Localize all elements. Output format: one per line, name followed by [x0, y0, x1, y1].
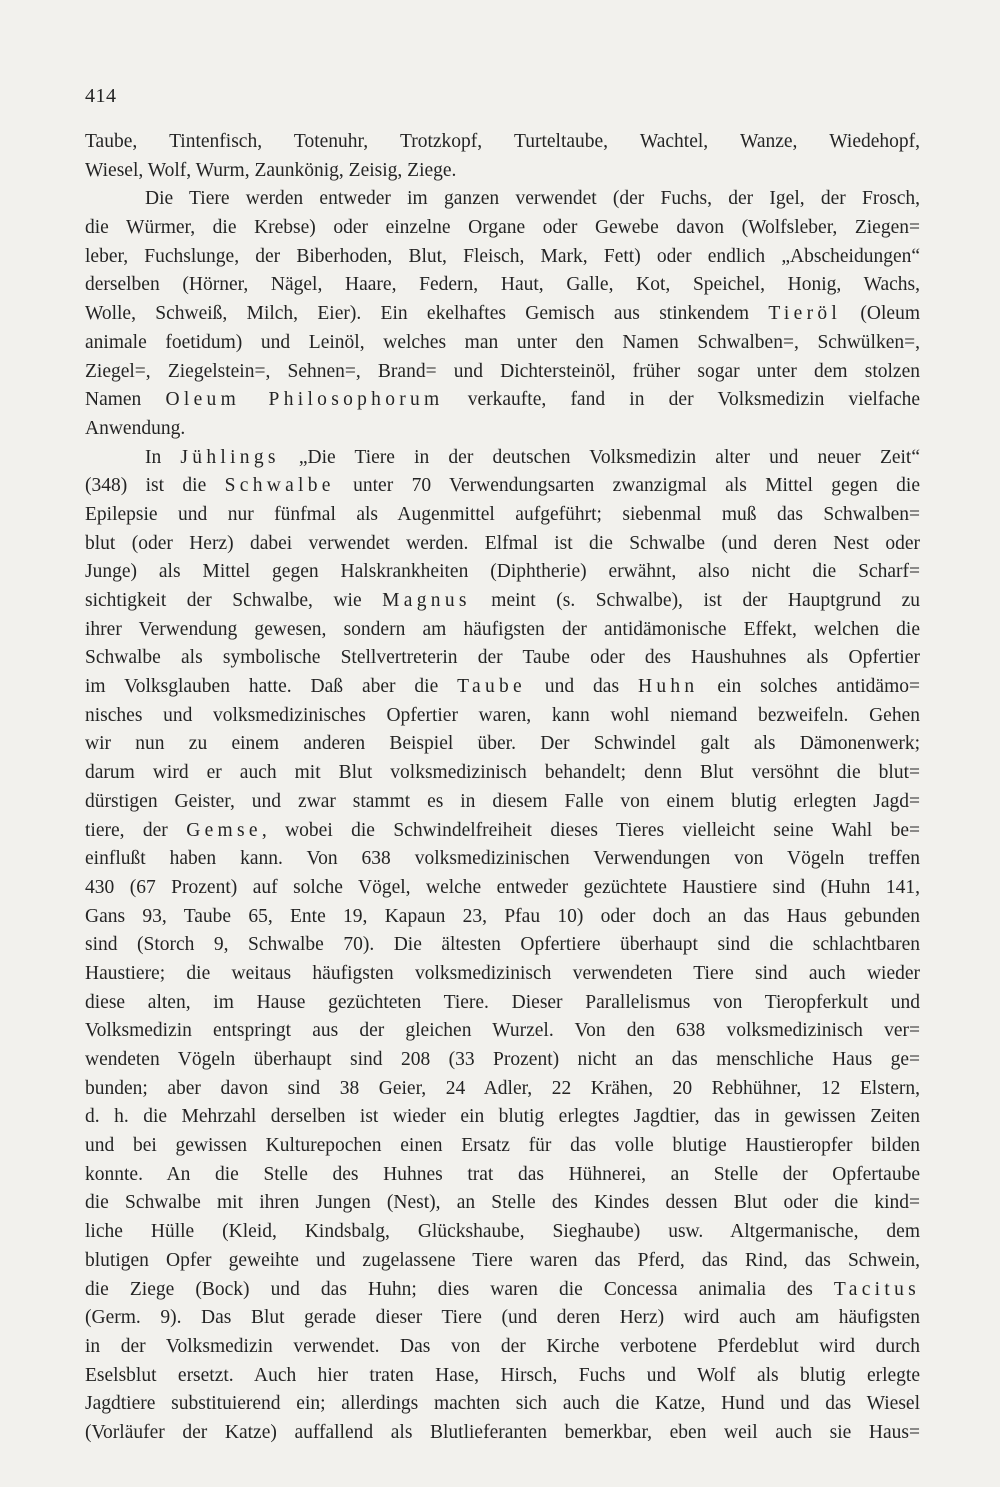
- text-line: Eselsblut ersetzt. Auch hier traten Hase, Hirsch, Fuchs und Wolf als blutig erlegte: [85, 1364, 920, 1386]
- emphasized-word: Tacitus: [833, 1278, 920, 1300]
- text-line: tiere, der Gemse, wobei die Schwindelfreiheit dieses Tieres vielleicht seine Wahl be=: [85, 819, 920, 841]
- text-line: d. h. die Mehrzahl derselben ist wieder ein blutig erlegtes Jagdtier, das in gewissen Zeiten: [85, 1106, 920, 1128]
- text-line: leber, Fuchslunge, der Biberhoden, Blut, Fleisch, Mark, Fett) oder endlich „Abscheidungen“: [85, 245, 920, 267]
- text-line: (Germ. 9). Das Blut gerade dieser Tiere (und deren Herz) wird auch am häufigsten: [85, 1307, 920, 1329]
- text-line: wir nun zu einem anderen Beispiel über. Der Schwindel galt als Dämonenwerk;: [85, 733, 920, 755]
- emphasized-word: Oleum Philosophorum: [165, 389, 444, 411]
- page-number: 414: [85, 85, 117, 107]
- text-line: die Ziege (Bock) und das Huhn; dies waren die Concessa animalia des Tacitus: [85, 1278, 920, 1300]
- text-line: sind (Storch 9, Schwalbe 70). Die ältesten Opfertiere überhaupt sind die schlachtbaren: [85, 934, 920, 956]
- text-line: blutigen Opfer geweihte und zugelassene Tiere waren das Pferd, das Rind, das Schwein,: [85, 1249, 920, 1271]
- text-line: Junge) als Mittel gegen Halskrankheiten (Diphtherie) erwähnt, also nicht die Scharf=: [85, 561, 920, 583]
- text-line: (348) ist die Schwalbe unter 70 Verwendungsarten zwanzigmal als Mittel gegen die: [85, 475, 920, 497]
- text-line: animale foetidum) und Leinöl, welches man unter den Namen Schwalben=, Schwülken=,: [85, 331, 920, 353]
- text-line: im Volksglauben hatte. Daß aber die Taube und das Huhn ein solches antidämo=: [85, 676, 920, 698]
- text-line: Volksmedizin entspringt aus der gleichen Wurzel. Von den 638 volksmedizinisch ver=: [85, 1020, 920, 1042]
- text-body: [85, 128, 920, 1448]
- text-line: Wolle, Schweiß, Milch, Eier). Ein ekelhaftes Gemisch aus stinkendem Tieröl (Oleum: [85, 303, 920, 325]
- text-line: Haustiere; die weitaus häufigsten volksmedizinisch verwendeten Tiere sind auch wieder: [85, 962, 920, 984]
- text-line: blut (oder Herz) dabei verwendet werden. Elfmal ist die Schwalbe (und deren Nest oder: [85, 532, 920, 554]
- text-line: Jagdtiere substituierend ein; allerdings machten sich auch die Katze, Hund und das Wiesel: [85, 1393, 920, 1415]
- text-line: dürstigen Geister, und zwar stammt es in diesem Falle von einem blutig erlegten Jagd=: [85, 790, 920, 812]
- text-line: einflußt haben kann. Von 638 volksmedizinischen Verwendungen von Vögeln treffen: [85, 848, 920, 870]
- text-line: sichtigkeit der Schwalbe, wie Magnus meint (s. Schwalbe), ist der Hauptgrund zu: [85, 590, 920, 611]
- text-line: Wiesel, Wolf, Wurm, Zaunkönig, Zeisig, Ziege.: [85, 159, 457, 181]
- paragraph: [85, 128, 920, 185]
- emphasized-word: Magnus: [382, 590, 471, 611]
- emphasized-word: Jühlings: [180, 446, 280, 468]
- text-line: konnte. An die Stelle des Huhnes trat das Hühnerei, an Stelle der Opfertaube: [85, 1163, 920, 1185]
- text-line: derselben (Hörner, Nägel, Haare, Federn, Haut, Galle, Kot, Speichel, Honig, Wachs,: [85, 274, 920, 296]
- text-line: Die Tiere werden entweder im ganzen verwendet (der Fuchs, der Igel, der Frosch,: [145, 188, 920, 210]
- text-line: Epilepsie und nur fünfmal als Augenmittel aufgeführt; siebenmal muß das Schwalben=: [85, 503, 920, 525]
- text-line: nisches und volksmedizinisches Opfertier waren, kann wohl niemand bezweifeln. Gehen: [85, 704, 920, 726]
- text-line: ihrer Verwendung gewesen, sondern am häufigsten der antidämonische Effekt, welchen die: [85, 618, 920, 640]
- text-line: in der Volksmedizin verwendet. Das von der Kirche verbotene Pferdeblut wird durch: [85, 1335, 920, 1357]
- text-line: In Jühlings „Die Tiere in der deutschen Volksmedizin alter und neuer Zeit“: [145, 446, 920, 468]
- paragraph: [85, 185, 920, 443]
- text-line: die Würmer, die Krebse) oder einzelne Organe oder Gewebe davon (Wolfsleber, Ziegen=: [85, 217, 920, 239]
- text-line: Schwalbe als symbolische Stellvertreterin der Taube oder des Haushuhnes als Opfertier: [85, 647, 920, 669]
- emphasized-word: Tieröl: [768, 303, 842, 325]
- text-line: Gans 93, Taube 65, Ente 19, Kapaun 23, Pfau 10) oder doch an das Haus gebunden: [85, 905, 920, 927]
- emphasized-word: Gemse: [186, 819, 262, 841]
- paragraph: [85, 444, 920, 1448]
- text-line: darum wird er auch mit Blut volksmedizinisch behandelt; denn Blut versöhnt die blut=: [85, 762, 920, 784]
- text-line: (Vorläufer der Katze) auffallend als Blutlieferanten bemerkbar, eben weil auch sie Haus=: [85, 1421, 920, 1443]
- text-line: liche Hülle (Kleid, Kindsbalg, Glückshaube, Sieghaube) usw. Altgermanische, dem: [85, 1221, 920, 1243]
- text-line: wendeten Vögeln überhaupt sind 208 (33 Prozent) nicht an das menschliche Haus ge=: [85, 1049, 920, 1070]
- text-line: die Schwalbe mit ihren Jungen (Nest), an Stelle des Kindes dessen Blut oder die kind=: [85, 1192, 920, 1214]
- emphasized-word: Huhn: [637, 676, 699, 698]
- text-line: Namen Oleum Philosophorum verkaufte, fand in der Volksmedizin vielfache: [85, 389, 920, 411]
- emphasized-word: Taube: [457, 676, 526, 698]
- text-line: 430 (67 Prozent) auf solche Vögel, welche entweder gezüchtete Haustiere sind (Huhn 141,: [85, 876, 920, 898]
- text-line: bunden; aber davon sind 38 Geier, 24 Adler, 22 Krähen, 20 Rebhühner, 12 Elstern,: [85, 1077, 920, 1099]
- text-line: diese alten, im Hause gezüchteten Tiere. Dieser Parallelismus von Tieropferkult und: [85, 991, 920, 1013]
- text-line: Taube, Tintenfisch, Totenuhr, Trotzkopf, Turteltaube, Wachtel, Wanze, Wiedehopf,: [85, 131, 920, 152]
- text-line: und bei gewissen Kulturepochen einen Ersatz für das volle blutige Haustieropfer bilden: [85, 1135, 920, 1157]
- text-line: Ziegel=, Ziegelstein=, Sehnen=, Brand= und Dichtersteinöl, früher sogar unter dem stolzen: [85, 360, 920, 382]
- text-line: Anwendung.: [85, 417, 186, 439]
- emphasized-word: Schwalbe: [224, 475, 335, 497]
